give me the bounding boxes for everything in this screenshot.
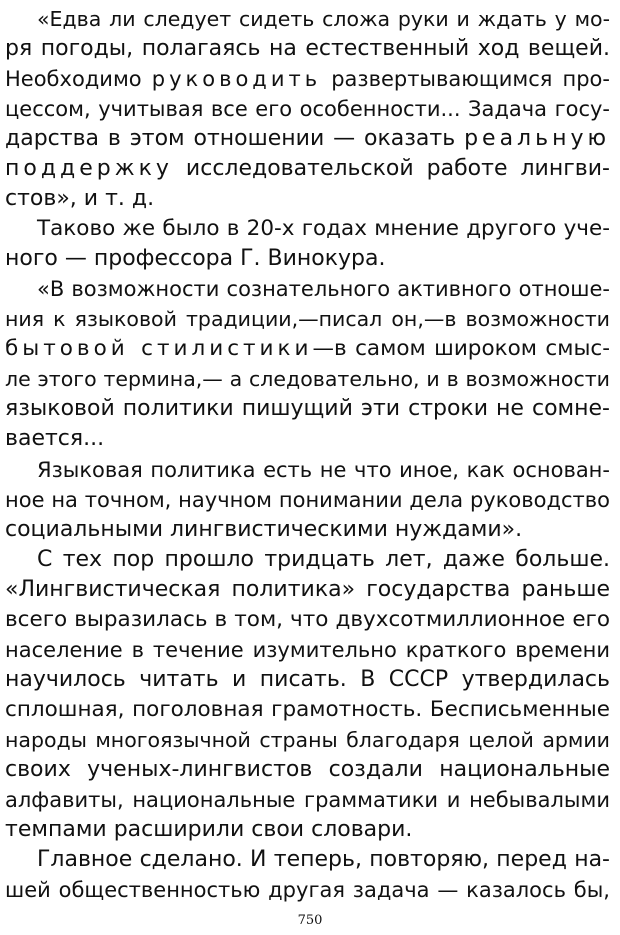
spaced-emphasis: поддержку <box>5 156 173 182</box>
text-line: цессом, учитывая все его особенности... Задача госу- <box>5 97 610 122</box>
text-line: научилось читать и писать. В СССР утвердилась <box>5 666 610 692</box>
spaced-emphasis: реальную <box>464 126 610 152</box>
text-line: С тех пор прошло тридцать лет, даже больше. <box>37 546 610 572</box>
text-line: языковой политики пишущий эти строки не сомне- <box>5 396 610 422</box>
text-line: Таково же было в 20-х годах мнение другого уче- <box>37 216 610 242</box>
text-line: «Лингвистическая политика» государства раньше <box>5 576 610 602</box>
text-line: Главное сделано. И теперь, повторяю, перед на- <box>37 846 610 872</box>
text-line: Необходимо руководить развертывающимся про- <box>5 67 610 92</box>
text-line: Языковая политика есть не что иное, как основан- <box>37 457 610 482</box>
text-line: своих ученых-лингвистов создали национальные <box>5 756 610 782</box>
spaced-emphasis: бытовой стилистики <box>5 336 313 362</box>
text-line: социальными лингвистическими нуждами». <box>5 516 523 542</box>
page-number: 750 <box>297 913 323 928</box>
text-line: «Едва ли следует сидеть сложа руки и ждать у мо- <box>37 7 610 31</box>
text-line: бытовой стилистики—в самом широком смыс- <box>5 336 611 362</box>
text-line: поддержку исследовательской работе лингви- <box>5 156 610 182</box>
text-line: всего выразилась в том, что двухсотмиллионное его <box>5 606 610 632</box>
text-line: стов», и т. д. <box>5 186 155 212</box>
text-line: шей общественностью другая задача — казалось бы, <box>5 877 610 902</box>
text-line: темпами расширили свои словари. <box>5 816 413 842</box>
text-line: ле этого термина,— а следовательно, и в возможности <box>5 367 610 392</box>
text-line: ния к языковой традиции,—писал он,—в возможности <box>5 307 610 332</box>
text-line: сплошная, поголовная грамотность. Бесписьменные <box>5 696 610 722</box>
text-line: народы многоязычной страны благодаря целой армии <box>5 727 610 752</box>
text-line: «В возможности сознательного активного отноше- <box>37 277 610 302</box>
text-line: ря погоды, полагаясь на естественный ход вещей. <box>5 36 610 62</box>
text-line: алфавиты, национальные грамматики и небывалыми <box>5 787 610 812</box>
spaced-emphasis: руководить <box>151 67 322 92</box>
text-line: ное на точном, научном понимании дела руководство <box>5 487 610 512</box>
text-line: дарства в этом отношении — оказать реальную <box>5 126 610 152</box>
text-line: население в течение изумительно краткого времени <box>5 637 610 662</box>
text-line: ного — профессора Г. Винокура. <box>5 246 386 272</box>
text-line: вается... <box>5 426 105 452</box>
